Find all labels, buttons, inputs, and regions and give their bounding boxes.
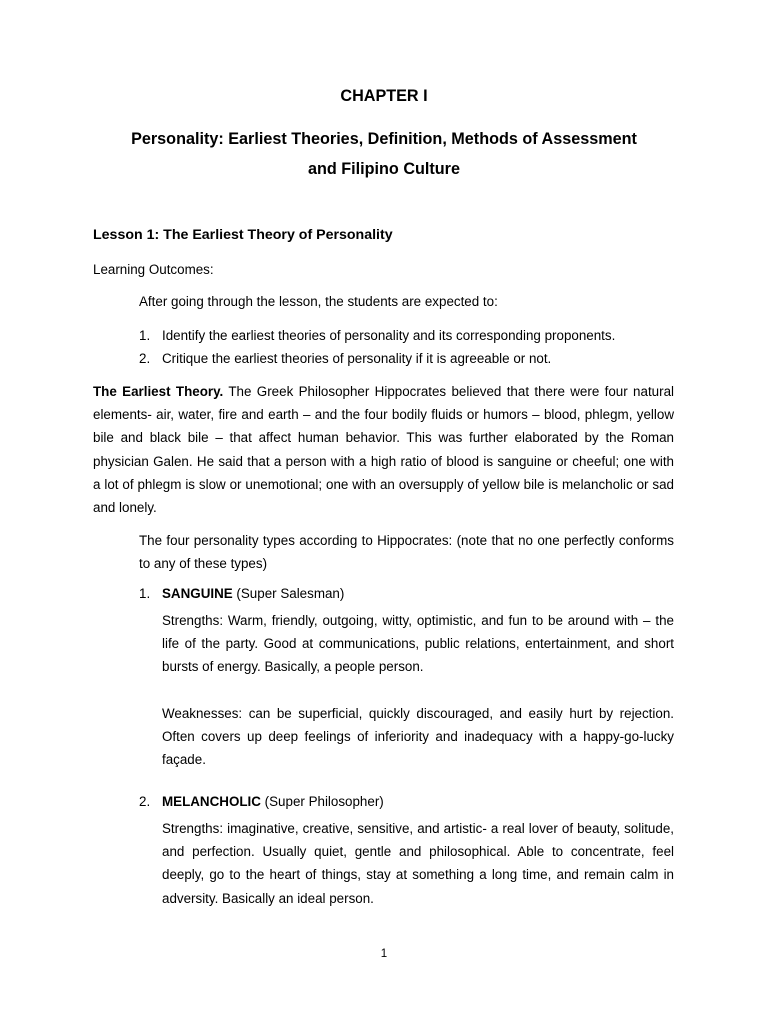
type-heading-melancholic xyxy=(139,794,679,809)
type-number: 2. xyxy=(139,794,151,809)
type-number: 1. xyxy=(139,586,151,601)
learning-outcomes-intro: After going through the lesson, the students are expected to: xyxy=(139,294,498,309)
sanguine-strengths: Strengths: Warm, friendly, outgoing, witty, optimistic, and fun to be around with – the life of the party. Good at communications, public relations, entertainment, and short bursts of energy. Basically, a people person. xyxy=(162,613,674,675)
outcome-item xyxy=(139,328,679,343)
type-nickname: (Super Salesman) xyxy=(232,586,345,601)
outcome-number: 1. xyxy=(139,328,151,343)
outcome-item xyxy=(139,351,679,366)
type-nickname: (Super Philosopher) xyxy=(260,794,384,809)
earliest-theory-lead: The Earliest Theory. xyxy=(93,384,224,399)
chapter-title-line-2: and Filipino Culture xyxy=(308,160,460,178)
outcome-number: 2. xyxy=(139,351,151,366)
personality-types-intro: The four personality types according to Hippocrates: (note that no one perfectly conforms to any of these types) xyxy=(139,533,674,572)
page-number: 1 xyxy=(380,948,388,960)
type-name: SANGUINE xyxy=(162,586,233,601)
melancholic-strengths: Strengths: imaginative, creative, sensitive, and artistic- a real lover of beauty, solitude, and perfection. Usually quiet, gentle and philosophical. Able to concentrate, feel deeply, go to the heart of things, stay at something a long time, and remain calm in adversity. Basically an ideal person. xyxy=(162,821,674,906)
chapter-title-line-1: Personality: Earliest Theories, Definition, Methods of Assessment xyxy=(131,130,637,148)
outcome-text: Critique the earliest theories of personality if it is agreeable or not. xyxy=(162,351,552,366)
type-heading-sanguine xyxy=(139,586,679,601)
learning-outcomes-label: Learning Outcomes: xyxy=(93,262,214,277)
chapter-heading: CHAPTER I xyxy=(340,87,428,105)
earliest-theory-body: The Greek Philosopher Hippocrates believed that there were four natural elements- air, water, fire and earth – and the four bodily fluids or humors – blood, phlegm, yellow bile and black bile – that affect human behavior. This was further elaborated by the Roman physician Galen. He said that a person with a high ratio of blood is sanguine or cheeful; one with a lot of phlegm is slow or unemotional; one with an oversupply of yellow bile is melancholic or sad and lonely. xyxy=(93,384,674,516)
chapter-title xyxy=(0,124,768,184)
sanguine-weaknesses: Weaknesses: can be superficial, quickly discouraged, and easily hurt by rejection. Often covers up deep feelings of inferiority and inadequacy with a happy-go-lucky façade. xyxy=(162,706,674,768)
outcome-text: Identify the earliest theories of personality and its corresponding proponents. xyxy=(162,328,616,343)
earliest-theory-paragraph xyxy=(93,380,674,519)
type-name: MELANCHOLIC xyxy=(162,794,261,809)
lesson-heading: Lesson 1: The Earliest Theory of Personality xyxy=(93,227,393,243)
